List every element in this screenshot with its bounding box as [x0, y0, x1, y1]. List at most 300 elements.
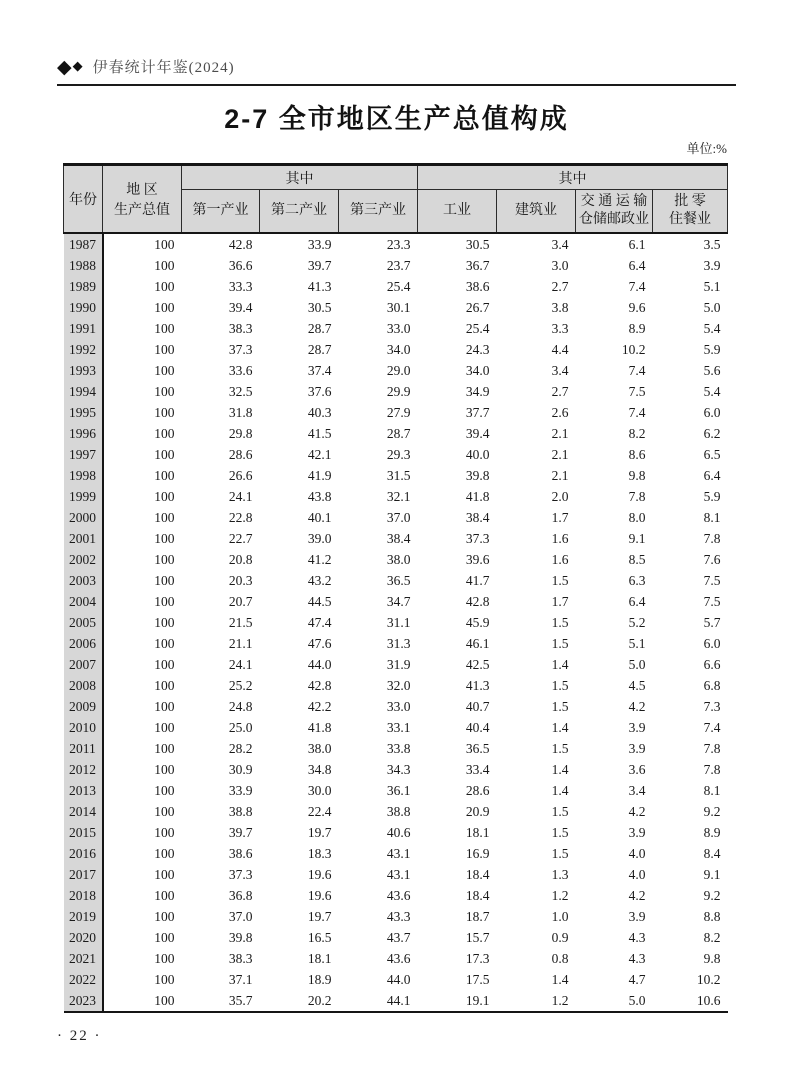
tertiary-industry-cell: 33.8 [386, 740, 411, 756]
tertiary-industry-cell: 43.1 [386, 845, 411, 861]
year-cell: 2019 [64, 906, 103, 927]
transport-cell: 4.7 [628, 971, 646, 987]
construction-cell: 1.5 [551, 845, 569, 861]
transport-cell: 3.9 [628, 908, 646, 924]
transport-cell: 3.9 [628, 824, 646, 840]
tertiary-industry-cell: 34.7 [386, 593, 411, 609]
secondary-industry-cell: 42.2 [307, 698, 332, 714]
header-band [57, 56, 736, 86]
secondary-industry-cell: 47.6 [307, 635, 332, 651]
primary-industry-cell: 39.7 [228, 824, 253, 840]
construction-cell: 1.5 [551, 740, 569, 756]
transport-cell: 9.6 [628, 299, 646, 315]
retail-cell: 5.6 [703, 362, 721, 378]
tertiary-industry-cell: 31.9 [386, 656, 411, 672]
retail-cell: 5.9 [703, 341, 721, 357]
secondary-industry-cell: 39.7 [307, 257, 332, 273]
industry-cell: 45.9 [465, 614, 490, 630]
construction-cell: 3.3 [551, 320, 569, 336]
gdp-total-cell: 100 [154, 257, 175, 273]
retail-cell: 8.1 [703, 782, 721, 798]
construction-cell: 1.5 [551, 635, 569, 651]
industry-cell: 20.9 [465, 803, 490, 819]
primary-industry-cell: 37.3 [228, 341, 253, 357]
transport-cell: 3.9 [628, 719, 646, 735]
construction-cell: 1.2 [551, 887, 569, 903]
secondary-industry-cell: 41.2 [307, 551, 332, 567]
table-row [64, 948, 728, 969]
tertiary-industry-cell: 37.0 [386, 509, 411, 525]
year-cell: 2011 [64, 738, 103, 759]
retail-cell: 3.5 [703, 236, 721, 252]
table-row [64, 675, 728, 696]
transport-cell: 9.1 [628, 530, 646, 546]
secondary-industry-cell: 22.4 [307, 803, 332, 819]
construction-cell: 3.4 [551, 236, 569, 252]
tertiary-industry-cell: 34.0 [386, 341, 411, 357]
construction-cell: 0.9 [551, 929, 569, 945]
construction-cell: 0.8 [551, 950, 569, 966]
transport-cell: 3.9 [628, 740, 646, 756]
col-header-gdp [103, 165, 182, 233]
gdp-total-cell: 100 [154, 866, 175, 882]
transport-cell: 5.1 [628, 635, 646, 651]
year-cell: 2021 [64, 948, 103, 969]
secondary-industry-cell: 30.5 [307, 299, 332, 315]
year-cell: 2009 [64, 696, 103, 717]
gdp-total-cell: 100 [154, 236, 175, 252]
table-row [64, 696, 728, 717]
gdp-total-cell: 100 [154, 446, 175, 462]
gdp-total-cell: 100 [154, 803, 175, 819]
retail-cell: 9.1 [703, 866, 721, 882]
tertiary-industry-cell: 43.6 [386, 950, 411, 966]
tertiary-industry-cell: 34.3 [386, 761, 411, 777]
transport-cell: 3.4 [628, 782, 646, 798]
col-header-construction: 建筑业 [497, 190, 576, 233]
primary-industry-cell: 21.5 [228, 614, 253, 630]
gdp-total-cell: 100 [154, 614, 175, 630]
year-cell: 2016 [64, 843, 103, 864]
tertiary-industry-cell: 29.9 [386, 383, 411, 399]
table-row [64, 507, 728, 528]
retail-cell: 5.4 [703, 320, 721, 336]
gdp-total-cell: 100 [154, 740, 175, 756]
transport-cell: 6.4 [628, 593, 646, 609]
primary-industry-cell: 35.7 [228, 992, 253, 1008]
transport-cell: 6.4 [628, 257, 646, 273]
tertiary-industry-cell: 25.4 [386, 278, 411, 294]
primary-industry-cell: 38.3 [228, 950, 253, 966]
industry-cell: 30.5 [465, 236, 490, 252]
col-header-retail-line1: 批 零 [674, 193, 706, 209]
year-cell: 1996 [64, 423, 103, 444]
primary-industry-cell: 33.3 [228, 278, 253, 294]
year-cell: 2023 [64, 990, 103, 1012]
tertiary-industry-cell: 31.1 [386, 614, 411, 630]
gdp-total-cell: 100 [154, 320, 175, 336]
construction-cell: 1.5 [551, 677, 569, 693]
primary-industry-cell: 29.8 [228, 425, 253, 441]
industry-cell: 40.0 [465, 446, 490, 462]
col-header-retail [653, 190, 728, 233]
gdp-total-cell: 100 [154, 488, 175, 504]
table-row [64, 780, 728, 801]
secondary-industry-cell: 41.5 [307, 425, 332, 441]
retail-cell: 9.2 [703, 887, 721, 903]
tertiary-industry-cell: 43.1 [386, 866, 411, 882]
secondary-industry-cell: 37.4 [307, 362, 332, 378]
industry-cell: 34.0 [465, 362, 490, 378]
gdp-total-cell: 100 [154, 950, 175, 966]
secondary-industry-cell: 40.1 [307, 509, 332, 525]
transport-cell: 3.6 [628, 761, 646, 777]
primary-industry-cell: 36.6 [228, 257, 253, 273]
secondary-industry-cell: 42.1 [307, 446, 332, 462]
industry-cell: 41.7 [465, 572, 490, 588]
table-row [64, 633, 728, 654]
secondary-industry-cell: 41.9 [307, 467, 332, 483]
secondary-industry-cell: 42.8 [307, 677, 332, 693]
transport-cell: 7.8 [628, 488, 646, 504]
year-cell: 2015 [64, 822, 103, 843]
year-cell: 1990 [64, 297, 103, 318]
primary-industry-cell: 20.8 [228, 551, 253, 567]
secondary-industry-cell: 37.6 [307, 383, 332, 399]
tertiary-industry-cell: 33.0 [386, 320, 411, 336]
table-row [64, 864, 728, 885]
primary-industry-cell: 22.8 [228, 509, 253, 525]
gdp-total-cell: 100 [154, 698, 175, 714]
table-row [64, 402, 728, 423]
table-row [64, 276, 728, 297]
retail-cell: 7.8 [703, 530, 721, 546]
retail-cell: 6.0 [703, 635, 721, 651]
retail-cell: 6.0 [703, 404, 721, 420]
primary-industry-cell: 38.8 [228, 803, 253, 819]
gdp-total-cell: 100 [154, 572, 175, 588]
tertiary-industry-cell: 32.0 [386, 677, 411, 693]
industry-cell: 39.4 [465, 425, 490, 441]
retail-cell: 6.5 [703, 446, 721, 462]
transport-cell: 6.1 [628, 236, 646, 252]
year-cell: 2012 [64, 759, 103, 780]
page-title: 2-7 全市地区生产总值构成 [224, 104, 569, 134]
gdp-total-cell: 100 [154, 635, 175, 651]
retail-cell: 3.9 [703, 257, 721, 273]
industry-cell: 17.5 [465, 971, 490, 987]
secondary-industry-cell: 33.9 [307, 236, 332, 252]
year-cell: 1989 [64, 276, 103, 297]
primary-industry-cell: 38.6 [228, 845, 253, 861]
tertiary-industry-cell: 28.7 [386, 425, 411, 441]
col-header-secondary-industry: 第二产业 [260, 190, 339, 233]
transport-cell: 4.3 [628, 950, 646, 966]
table-row [64, 360, 728, 381]
construction-cell: 1.6 [551, 551, 569, 567]
table-body [64, 233, 728, 1012]
table-row [64, 801, 728, 822]
transport-cell: 10.2 [621, 341, 646, 357]
secondary-industry-cell: 39.0 [307, 530, 332, 546]
col-header-transport-line1: 交 通 运 输 [580, 193, 648, 209]
industry-cell: 33.4 [465, 761, 490, 777]
year-cell: 2020 [64, 927, 103, 948]
primary-industry-cell: 30.9 [228, 761, 253, 777]
construction-cell: 1.5 [551, 698, 569, 714]
industry-cell: 41.3 [465, 677, 490, 693]
primary-industry-cell: 38.3 [228, 320, 253, 336]
industry-cell: 18.4 [465, 887, 490, 903]
primary-industry-cell: 37.3 [228, 866, 253, 882]
tertiary-industry-cell: 43.6 [386, 887, 411, 903]
tertiary-industry-cell: 40.6 [386, 824, 411, 840]
secondary-industry-cell: 44.0 [307, 656, 332, 672]
transport-cell: 7.5 [628, 383, 646, 399]
industry-cell: 36.7 [465, 257, 490, 273]
unit-label: 单位:% [686, 141, 727, 156]
table-row [64, 822, 728, 843]
construction-cell: 1.5 [551, 614, 569, 630]
industry-cell: 39.6 [465, 551, 490, 567]
tertiary-industry-cell: 30.1 [386, 299, 411, 315]
industry-cell: 17.3 [465, 950, 490, 966]
tertiary-industry-cell: 31.5 [386, 467, 411, 483]
transport-cell: 4.0 [628, 845, 646, 861]
construction-cell: 3.0 [551, 257, 569, 273]
transport-cell: 7.4 [628, 362, 646, 378]
primary-industry-cell: 39.4 [228, 299, 253, 315]
year-cell: 1999 [64, 486, 103, 507]
construction-cell: 1.7 [551, 593, 569, 609]
primary-industry-cell: 24.1 [228, 656, 253, 672]
page-number: · 22 · [57, 1028, 102, 1044]
year-cell: 2014 [64, 801, 103, 822]
primary-industry-cell: 33.6 [228, 362, 253, 378]
table-row [64, 759, 728, 780]
tertiary-industry-cell: 23.3 [386, 236, 411, 252]
retail-cell: 5.9 [703, 488, 721, 504]
year-cell: 1993 [64, 360, 103, 381]
gdp-total-cell: 100 [154, 299, 175, 315]
secondary-industry-cell: 38.0 [307, 740, 332, 756]
primary-industry-cell: 39.8 [228, 929, 253, 945]
secondary-industry-cell: 19.7 [307, 824, 332, 840]
transport-cell: 8.5 [628, 551, 646, 567]
table-row [64, 486, 728, 507]
tertiary-industry-cell: 36.5 [386, 572, 411, 588]
col-header-industry: 工业 [418, 190, 497, 233]
industry-cell: 34.9 [465, 383, 490, 399]
construction-cell: 1.6 [551, 530, 569, 546]
year-cell: 1994 [64, 381, 103, 402]
industry-cell: 46.1 [465, 635, 490, 651]
primary-industry-cell: 26.6 [228, 467, 253, 483]
year-cell: 1992 [64, 339, 103, 360]
transport-cell: 4.2 [628, 803, 646, 819]
secondary-industry-cell: 28.7 [307, 320, 332, 336]
construction-cell: 2.7 [551, 278, 569, 294]
primary-industry-cell: 36.8 [228, 887, 253, 903]
table-row [64, 465, 728, 486]
primary-industry-cell: 42.8 [228, 236, 253, 252]
primary-industry-cell: 33.9 [228, 782, 253, 798]
retail-cell: 7.8 [703, 761, 721, 777]
tertiary-industry-cell: 29.0 [386, 362, 411, 378]
primary-industry-cell: 22.7 [228, 530, 253, 546]
year-cell: 2017 [64, 864, 103, 885]
retail-cell: 7.6 [703, 551, 721, 567]
secondary-industry-cell: 28.7 [307, 341, 332, 357]
construction-cell: 1.4 [551, 656, 569, 672]
secondary-industry-cell: 19.7 [307, 908, 332, 924]
industry-cell: 40.4 [465, 719, 490, 735]
primary-industry-cell: 28.2 [228, 740, 253, 756]
construction-cell: 1.5 [551, 572, 569, 588]
transport-cell: 7.4 [628, 404, 646, 420]
industry-cell: 38.6 [465, 278, 490, 294]
industry-cell: 24.3 [465, 341, 490, 357]
retail-cell: 8.2 [703, 929, 721, 945]
primary-industry-cell: 24.1 [228, 488, 253, 504]
industry-cell: 15.7 [465, 929, 490, 945]
gdp-total-cell: 100 [154, 656, 175, 672]
industry-cell: 41.8 [465, 488, 490, 504]
primary-industry-cell: 37.1 [228, 971, 253, 987]
table-row [64, 990, 728, 1012]
retail-cell: 8.1 [703, 509, 721, 525]
retail-cell: 8.9 [703, 824, 721, 840]
table-row [64, 423, 728, 444]
year-cell: 2005 [64, 612, 103, 633]
primary-industry-cell: 32.5 [228, 383, 253, 399]
col-group-ofwhich-left: 其中 [182, 165, 418, 190]
tertiary-industry-cell: 43.3 [386, 908, 411, 924]
transport-cell: 7.4 [628, 278, 646, 294]
construction-cell: 2.7 [551, 383, 569, 399]
construction-cell: 1.3 [551, 866, 569, 882]
year-cell: 1987 [64, 233, 103, 255]
gdp-total-cell: 100 [154, 719, 175, 735]
primary-industry-cell: 20.3 [228, 572, 253, 588]
year-cell: 2000 [64, 507, 103, 528]
table-row [64, 549, 728, 570]
gdp-total-cell: 100 [154, 404, 175, 420]
secondary-industry-cell: 20.2 [307, 992, 332, 1008]
gdp-total-cell: 100 [154, 383, 175, 399]
col-header-primary-industry: 第一产业 [182, 190, 260, 233]
industry-cell: 18.7 [465, 908, 490, 924]
tertiary-industry-cell: 32.1 [386, 488, 411, 504]
retail-cell: 5.1 [703, 278, 721, 294]
tertiary-industry-cell: 33.0 [386, 698, 411, 714]
industry-cell: 18.1 [465, 824, 490, 840]
table-row [64, 233, 728, 255]
transport-cell: 4.5 [628, 677, 646, 693]
tertiary-industry-cell: 38.0 [386, 551, 411, 567]
gdp-total-cell: 100 [154, 278, 175, 294]
transport-cell: 5.2 [628, 614, 646, 630]
gdp-total-cell: 100 [154, 425, 175, 441]
gdp-total-cell: 100 [154, 551, 175, 567]
transport-cell: 4.2 [628, 887, 646, 903]
diamond-small-icon: ◆ [72, 58, 83, 74]
transport-cell: 8.2 [628, 425, 646, 441]
industry-cell: 16.9 [465, 845, 490, 861]
transport-cell: 4.2 [628, 698, 646, 714]
tertiary-industry-cell: 29.3 [386, 446, 411, 462]
secondary-industry-cell: 34.8 [307, 761, 332, 777]
industry-cell: 26.7 [465, 299, 490, 315]
table-row [64, 717, 728, 738]
tertiary-industry-cell: 44.1 [386, 992, 411, 1008]
secondary-industry-cell: 18.3 [307, 845, 332, 861]
secondary-industry-cell: 30.0 [307, 782, 332, 798]
retail-cell: 7.3 [703, 698, 721, 714]
year-cell: 2004 [64, 591, 103, 612]
retail-cell: 6.8 [703, 677, 721, 693]
industry-cell: 42.8 [465, 593, 490, 609]
secondary-industry-cell: 41.8 [307, 719, 332, 735]
year-cell: 1988 [64, 255, 103, 276]
industry-cell: 39.8 [465, 467, 490, 483]
gdp-total-cell: 100 [154, 971, 175, 987]
construction-cell: 1.5 [551, 824, 569, 840]
secondary-industry-cell: 47.4 [307, 614, 332, 630]
retail-cell: 8.8 [703, 908, 721, 924]
retail-cell: 7.5 [703, 593, 721, 609]
tertiary-industry-cell: 44.0 [386, 971, 411, 987]
retail-cell: 5.4 [703, 383, 721, 399]
tertiary-industry-cell: 27.9 [386, 404, 411, 420]
transport-cell: 8.0 [628, 509, 646, 525]
year-cell: 1998 [64, 465, 103, 486]
col-header-gdp-line2: 生产总值 [114, 202, 170, 218]
industry-cell: 37.7 [465, 404, 490, 420]
tertiary-industry-cell: 38.8 [386, 803, 411, 819]
year-cell: 2003 [64, 570, 103, 591]
secondary-industry-cell: 16.5 [307, 929, 332, 945]
table-row [64, 969, 728, 990]
secondary-industry-cell: 18.1 [307, 950, 332, 966]
primary-industry-cell: 31.8 [228, 404, 253, 420]
col-header-transport [576, 190, 653, 233]
gdp-total-cell: 100 [154, 845, 175, 861]
construction-cell: 3.4 [551, 362, 569, 378]
retail-cell: 8.4 [703, 845, 721, 861]
year-cell: 2001 [64, 528, 103, 549]
industry-cell: 19.1 [465, 992, 490, 1008]
table-row [64, 591, 728, 612]
year-cell: 2002 [64, 549, 103, 570]
table-row [64, 612, 728, 633]
construction-cell: 1.5 [551, 803, 569, 819]
construction-cell: 1.2 [551, 992, 569, 1008]
gdp-total-cell: 100 [154, 593, 175, 609]
table-header [64, 165, 728, 233]
tertiary-industry-cell: 36.1 [386, 782, 411, 798]
year-cell: 2007 [64, 654, 103, 675]
industry-cell: 18.4 [465, 866, 490, 882]
secondary-industry-cell: 41.3 [307, 278, 332, 294]
primary-industry-cell: 24.8 [228, 698, 253, 714]
secondary-industry-cell: 44.5 [307, 593, 332, 609]
retail-cell: 10.2 [696, 971, 721, 987]
retail-cell: 9.2 [703, 803, 721, 819]
retail-cell: 6.2 [703, 425, 721, 441]
table-row [64, 906, 728, 927]
industry-cell: 36.5 [465, 740, 490, 756]
